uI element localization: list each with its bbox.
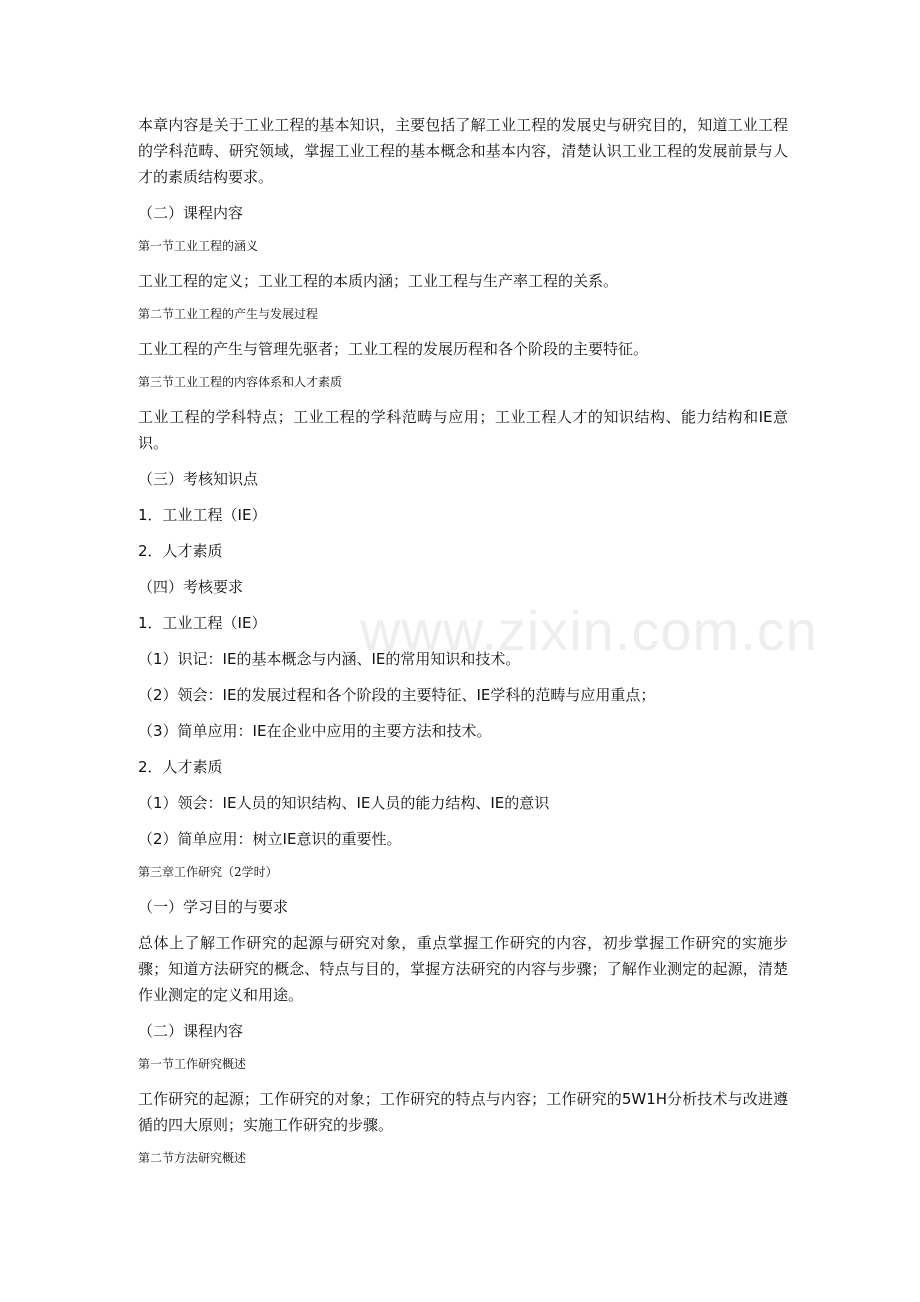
chapter-intro-paragraph: 本章内容是关于工业工程的基本知识，主要包括了解工业工程的发展史与研究目的，知道工业工程的学科范畴、研究领域，掌握工业工程的基本概念和基本内容，清楚认识工业工程的发展前景与人才的素质结构要求。 bbox=[138, 116, 788, 186]
document-body bbox=[138, 112, 788, 1180]
section-heading-knowledge-points: （三）考核知识点 bbox=[138, 470, 259, 488]
content-paragraph: 总体上了解工作研究的起源与研究对象，重点掌握工作研究的内容，初步掌握工作研究的实施步骤；知道方法研究的概念、特点与目的，掌握方法研究的内容与步骤；了解作业测定的起源，清楚作业测定的定义和用途。 bbox=[138, 934, 788, 1004]
list-item: 1．工业工程（IE） bbox=[138, 506, 267, 524]
subsection-heading: 第二节方法研究概述 bbox=[138, 1151, 247, 1165]
list-item: （2）领会：IE的发展过程和各个阶段的主要特征、IE学科的范畴与应用重点； bbox=[138, 686, 656, 704]
subsection-heading: 第二节工业工程的产生与发展过程 bbox=[138, 307, 319, 321]
subsection-heading: 第一节工作研究概述 bbox=[138, 1057, 247, 1071]
chapter-heading: 第三章工作研究（2学时） bbox=[138, 865, 278, 879]
list-item: （3）简单应用：IE在企业中应用的主要方法和技术。 bbox=[138, 722, 492, 740]
content-line: 工业工程的定义；工业工程的本质内涵；工业工程与生产率工程的关系。 bbox=[138, 272, 619, 290]
content-paragraph: 工作研究的起源；工作研究的对象；工作研究的特点与内容；工作研究的5W1H分析技术与改进遵循的四大原则；实施工作研究的步骤。 bbox=[138, 1090, 788, 1134]
list-item: （1）领会：IE人员的知识结构、IE人员的能力结构、IE的意识 bbox=[138, 794, 550, 812]
list-item: 2．人才素质 bbox=[138, 542, 223, 560]
content-line: 工业工程的产生与管理先驱者；工业工程的发展历程和各个阶段的主要特征。 bbox=[138, 340, 649, 358]
subsection-heading: 第三节工业工程的内容体系和人才素质 bbox=[138, 375, 343, 389]
watermark-text: www.zixin.com.cn bbox=[360, 599, 818, 662]
section-heading-requirements: （四）考核要求 bbox=[138, 578, 244, 596]
list-item: 1．工业工程（IE） bbox=[138, 614, 267, 632]
list-item: 2．人才素质 bbox=[138, 758, 223, 776]
section-heading-objectives: （一）学习目的与要求 bbox=[138, 898, 289, 916]
section-heading-course-content: （二）课程内容 bbox=[138, 204, 244, 222]
subsection-heading: 第一节工业工程的涵义 bbox=[138, 239, 259, 253]
content-paragraph: 工业工程的学科特点；工业工程的学科范畴与应用；工业工程人才的知识结构、能力结构和IE意识。 bbox=[138, 408, 788, 452]
list-item: （2）简单应用：树立IE意识的重要性。 bbox=[138, 830, 402, 848]
section-heading-course-content: （二）课程内容 bbox=[138, 1022, 244, 1040]
list-item: （1）识记：IE的基本概念与内涵、IE的常用知识和技术。 bbox=[138, 650, 521, 668]
